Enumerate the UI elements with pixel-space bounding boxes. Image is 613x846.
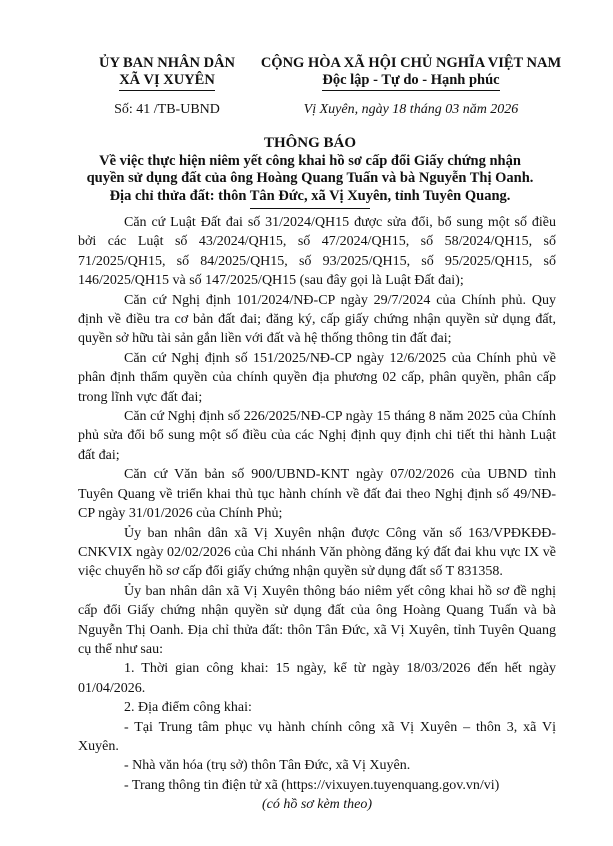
body-paragraph: Ủy ban nhân dân xã Vị Xuyên thông báo niêm yết công khai hồ sơ đề nghị cấp đổi Giấy chứng nhận quyền sử dụng đất của ông Hoàng Quang Tuấn và bà Nguyễn Thị Oanh. Địa chỉ thửa đất: thôn Tân Đức, xã Vị Xuyên, tỉnh Tuyên Quang cụ thể như sau: bbox=[78, 583, 556, 657]
country-name: CỘNG HÒA XÃ HỘI CHỦ NGHĨA VIỆT NAM bbox=[260, 55, 562, 71]
document-number: Số: 41 /TB-UBND bbox=[114, 102, 220, 117]
body-paragraph: Ủy ban nhân dân xã Vị Xuyên nhận được Công văn số 163/VPĐKĐĐ-CNKVIX ngày 02/02/2026 của Chi nhánh Văn phòng đăng ký đất đai khu vực IX về việc chuyển hồ sơ cấp đổi giấy chứng nhận quyền sử dụng đất số T 831358. bbox=[78, 525, 556, 580]
attachment-note: (có hồ sơ kèm theo) bbox=[261, 797, 373, 813]
body-paragraph: - Nhà văn hóa (trụ sở) thôn Tân Đức, xã Vị Xuyên. bbox=[124, 758, 411, 774]
body-paragraph: Căn cứ Nghị định số 226/2025/NĐ-CP ngày 15 tháng 8 năm 2025 của Chính phủ sửa đổi bổ sung một số điều của các Nghị định quy định chi tiết thi hành Luật đất đai; bbox=[78, 409, 556, 463]
body-paragraph: - Tại Trung tâm phục vụ hành chính công xã Vị Xuyên – thôn 3, xã Vị Xuyên. bbox=[78, 719, 556, 754]
agency-name-line2: XÃ VỊ XUYÊN bbox=[119, 72, 215, 91]
document-body bbox=[78, 213, 556, 815]
agency-name-line1: ỦY BAN NHÂN DÂN bbox=[98, 55, 235, 71]
body-paragraph: 2. Địa điểm công khai: bbox=[124, 700, 252, 716]
issuing-agency-header bbox=[72, 55, 262, 118]
body-paragraph: Căn cứ Luật Đất đai số 31/2024/QH15 được sửa đổi, bổ sung một số điều bởi các Luật số 43/2024/QH15, số 47/2024/QH15, số 58/2024/QH15, số 71/2025/QH15, số 84/2025/QH15, số 93/2025/QH15, số 95/2025/QH15, số 146/2025/QH15 và số 147/2025/QH15 (sau đây gọi là Luật Đất đai); bbox=[78, 215, 556, 289]
national-motto: Độc lập - Tự do - Hạnh phúc bbox=[322, 72, 499, 91]
national-header bbox=[246, 55, 576, 118]
body-paragraph: Căn cứ Văn bản số 900/UBND-KNT ngày 07/02/2026 của UBND tỉnh Tuyên Quang về triển khai thủ tục hành chính về đất đai theo Nghị định số 49/NĐ-CP ngày 31/01/2026 của Chính Phủ; bbox=[78, 467, 556, 522]
document-subject: Về việc thực hiện niêm yết công khai hồ sơ cấp đổi Giấy chứng nhận quyền sử dụng đất của ông Hoàng Quang Tuấn và bà Nguyễn Thị Oanh. Địa chỉ thửa đất: thôn Tân Đức, xã Vị Xuyên, tỉnh Tuyên Quang. bbox=[86, 152, 534, 204]
body-paragraph: 1. Thời gian công khai: 15 ngày, kể từ ngày 18/03/2026 đến hết ngày 01/04/2026. bbox=[78, 661, 556, 696]
body-paragraph: Căn cứ Nghị định 101/2024/NĐ-CP ngày 29/7/2024 của Chính phủ. Quy định về điều tra cơ bản đất đai; đăng ký, cấp giấy chứng nhận quyền sử dụng đất, quyền sở hữu tài sản gắn liền với đất và hệ thống thông tin đất đai; bbox=[78, 292, 556, 347]
document-title: THÔNG BÁO bbox=[263, 135, 357, 151]
body-paragraph: - Trang thông tin điện tử xã (https://vixuyen.tuyenquang.gov.vn/vi) bbox=[124, 777, 500, 793]
title-divider bbox=[250, 208, 370, 209]
document-title-block bbox=[80, 135, 540, 209]
document-date: Vị Xuyên, ngày 18 tháng 03 năm 2026 bbox=[303, 102, 519, 117]
body-paragraph: Căn cứ Nghị định số 151/2025/NĐ-CP ngày 12/6/2025 của Chính phủ về phân định thẩm quyền của chính quyền địa phương 02 cấp, phân quyền, phân cấp trong lĩnh vực đất đai; bbox=[78, 350, 556, 405]
